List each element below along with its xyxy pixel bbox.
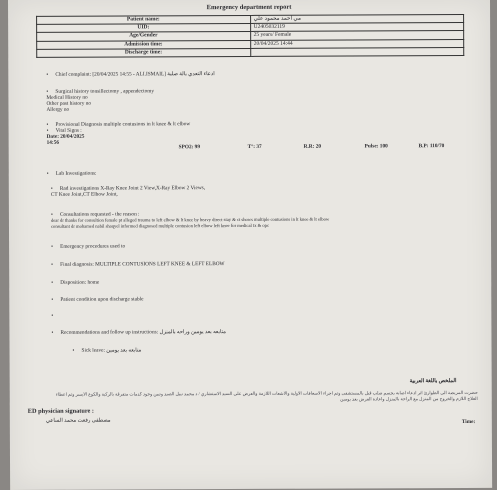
chief-complaint-arabic: ادعاء التعدي بالة صلبة xyxy=(167,71,215,78)
vital-pulse: Pulse: 100 xyxy=(364,143,388,150)
arabic-summary-line2: وتبين وجود كدمات متفرقة بالركبة والكوع الايسر وتم اعطاء العلاج اللازم والخروج من المنزل مع الراحة بالمنزل واعادة العرض بعد يومين xyxy=(55,391,478,402)
provisional-diagnosis: • Provisional Diagnosis multiple contusions in lt knee & lt elbow xyxy=(56,121,191,128)
value-uid: U2405032119 xyxy=(250,23,464,32)
vital-signs-title: • Vital Signs : xyxy=(56,128,82,134)
value-age-gender: 25 years/ Female xyxy=(250,31,464,40)
ed-physician-signature-label: ED physician signature : xyxy=(27,407,95,415)
label-uid: UID: xyxy=(37,24,251,33)
medical-history: Medical History no xyxy=(46,94,88,101)
vital-temp: T°: 37 xyxy=(247,143,262,150)
value-admission: 20/04/2025 14:44 xyxy=(250,39,464,48)
patient-condition: • Patient condition upon discharge stable xyxy=(60,296,143,302)
rad-investigations-cont: CT Knee Joint,CT Elbow Joint, xyxy=(50,191,118,198)
vital-spo2: SPO2: 99 xyxy=(178,144,201,151)
label-patient-name: Patient name: xyxy=(37,15,251,24)
sick-leave-label: Sick leave: xyxy=(81,347,105,354)
label-discharge: Discharge time: xyxy=(37,48,251,57)
label-admission: Admission time: xyxy=(37,40,251,49)
emergency-procedures: • Emergency procedures used to xyxy=(60,243,125,249)
time-label: Time: xyxy=(461,418,476,426)
table-row xyxy=(37,47,464,57)
vital-bp: B.P: 110/70 xyxy=(418,143,445,150)
disposition: • Disposition: home xyxy=(60,280,99,286)
other-past-history: Other past history no xyxy=(46,100,92,107)
lab-investigations: • Lab Investigations: xyxy=(56,171,97,177)
vital-rr: R.R: 20 xyxy=(303,143,322,150)
consultations-line2: consultant dr mohamed nabil shaqyel informed diagnosed multiple contusion left elbow left knee for medical tx & opc xyxy=(50,222,270,229)
value-discharge xyxy=(250,47,464,56)
recommendations-label: Recommendations and follow up instructions: xyxy=(60,329,159,336)
chief-complaint-text: Chief complaint: [20/04/2025 14:55 - ALI.ISMAIL] xyxy=(55,71,166,78)
patient-info-table xyxy=(36,14,464,58)
report-sheet xyxy=(8,0,492,490)
label-age-gender: Age/Gender xyxy=(37,32,251,41)
consultations-line1: dear dr thanks for consultion female pt alleged trauma to left elbow & lt knee by heavy direct stay & ct shows multiple contusions in lt knee & lt elbow xyxy=(50,216,330,223)
surgical-history: • Surgical history tonsillectomy , appendectomy xyxy=(55,88,154,94)
value-patient-name: مي احمد محمود علي xyxy=(250,15,464,24)
empty-bullet: • xyxy=(51,312,54,319)
ed-physician-signature-name: مصطفى رفعت محمد الساعي xyxy=(45,417,111,424)
rad-investigations: • Rad investigations X-Ray Knee Joint 2 View,X-Ray Elbow 2 Views, xyxy=(60,185,205,192)
report-title: Emergency department report xyxy=(206,3,292,12)
allergy: Allergy no xyxy=(46,106,70,113)
arabic-summary-line1: حضرت المريضة الى الطوارئ اثر ادعاء اصابة بجسم صلب قبل بالمستشفى وتم اجراء الاسعافات الاولية والاشعات اللازمة والعرض على السيد الاستشاري / د محمد نبيل الصيد xyxy=(164,389,478,397)
recommendations-arabic: متابعه بعد يومين وراحه بالمنزل xyxy=(159,329,227,336)
consultations-title: • Consultations requested - the reason : xyxy=(60,211,140,217)
final-diagnosis: • Final diagnosis: MULTIPLE CONTUSIONS LEFT KNEE & LEFT ELBOW xyxy=(60,261,224,268)
vital-time: 14:56 xyxy=(46,139,59,146)
sick-leave xyxy=(82,347,142,353)
recommendations xyxy=(60,329,226,336)
arabic-summary-title: الملخص باللغة العربية xyxy=(409,378,457,385)
sick-leave-arabic: متابعه بعد يومين xyxy=(106,347,142,354)
arabic-summary-text xyxy=(54,390,478,404)
chief-complaint xyxy=(55,71,214,78)
vital-date: Date: 20/04/2025 xyxy=(46,133,85,140)
